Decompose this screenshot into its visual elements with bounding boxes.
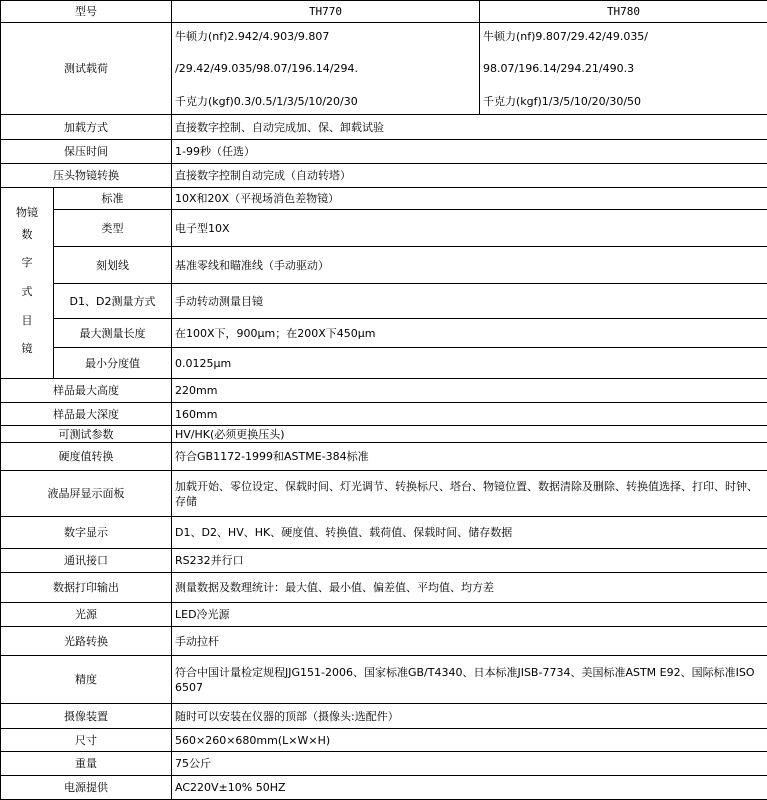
objective-sub-label: 标准 xyxy=(54,188,172,210)
eyepiece-value: 基准零线和瞄准线（手动驱动） xyxy=(172,247,767,284)
eyepiece-char: 目 xyxy=(4,313,50,328)
load-values-a xyxy=(172,23,480,115)
spec-value: D1、D2、HV、HK、硬度值、转换值、载荷值、保载时间、储存数据 xyxy=(172,517,767,549)
spec-value: AC220V±10% 50HZ xyxy=(172,776,767,800)
spec-value: 160mm xyxy=(172,403,767,426)
spec-value: 560×260×680mm(L×W×H) xyxy=(172,729,767,752)
spec-value: LED冷光源 xyxy=(172,603,767,627)
eyepiece-row xyxy=(1,319,767,348)
eyepiece-label: 类型 xyxy=(54,210,172,247)
load-b-line-1: 牛顿力(nf)9.807/29.42/49.035/ xyxy=(483,29,764,44)
spec-row xyxy=(1,426,767,443)
load-a-line-1: 牛顿力(nf)2.942/4.903/9.807 xyxy=(175,29,476,44)
spec-value: HV/HK(必须更换压头) xyxy=(172,426,767,443)
spec-value: 随时可以安装在仪器的顶部（摄像头:选配件） xyxy=(172,704,767,729)
spec-label: 样品最大深度 xyxy=(1,403,172,426)
spec-value: 直接数字控制、自动完成加、保、卸载试验 xyxy=(172,115,767,140)
spec-value: 符合中国计量检定规程JJG151-2006、国家标准GB/T4340、日本标准JISB-7734、美国标准ASTM E92、国际标准ISO 6507 xyxy=(172,656,767,704)
eyepiece-label: 最大测量长度 xyxy=(54,319,172,348)
spec-label: 加载方式 xyxy=(1,115,172,140)
eyepiece-label: 刻划线 xyxy=(54,247,172,284)
load-label: 测试载荷 xyxy=(1,23,172,115)
load-a-line-3: 千克力(kgf)0.3/0.5/1/3/5/10/20/30 xyxy=(175,94,476,109)
spec-row xyxy=(1,549,767,573)
spec-row xyxy=(1,776,767,800)
eyepiece-value: 电子型10X xyxy=(172,210,767,247)
spec-row xyxy=(1,603,767,627)
spec-value: 测量数据及数理统计：最大值、最小值、偏差值、平均值、均方差 xyxy=(172,573,767,603)
spec-label: 硬度值转换 xyxy=(1,443,172,471)
spec-label: 尺寸 xyxy=(1,729,172,752)
spec-label: 压头物镜转换 xyxy=(1,164,172,188)
spec-row xyxy=(1,403,767,426)
spec-value: 220mm xyxy=(172,379,767,403)
spec-label: 数字显示 xyxy=(1,517,172,549)
eyepiece-value: 0.0125μm xyxy=(172,348,767,379)
spec-row xyxy=(1,752,767,776)
spec-label: 样品最大高度 xyxy=(1,379,172,403)
spec-label: 数据打印输出 xyxy=(1,573,172,603)
eyepiece-row xyxy=(1,210,767,247)
header-row xyxy=(1,1,767,23)
spec-row xyxy=(1,627,767,656)
spec-label: 保压时间 xyxy=(1,140,172,164)
model-b-header: TH780 xyxy=(480,1,767,23)
spec-row xyxy=(1,573,767,603)
eyepiece-row xyxy=(1,348,767,379)
load-b-line-3: 千克力(kgf)1/3/5/10/20/30/50 xyxy=(483,94,764,109)
spec-label: 摄像装置 xyxy=(1,704,172,729)
eyepiece-value: 在100X下，900μm；在200X下450μm xyxy=(172,319,767,348)
spec-row xyxy=(1,164,767,188)
spec-label: 光源 xyxy=(1,603,172,627)
spec-row xyxy=(1,471,767,517)
eyepiece-value: 手动转动测量目镜 xyxy=(172,284,767,319)
eyepiece-char: 字 xyxy=(4,255,50,270)
eyepiece-row xyxy=(1,284,767,319)
eyepiece-label: 最小分度值 xyxy=(54,348,172,379)
load-a-line-2: /29.42/49.035/98.07/196.14/294. xyxy=(175,61,476,76)
load-row xyxy=(1,23,767,115)
objective-label: 物镜 xyxy=(4,205,50,220)
spec-label: 电源提供 xyxy=(1,776,172,800)
objective-row xyxy=(1,188,767,210)
spec-row xyxy=(1,656,767,704)
model-header-label: 型号 xyxy=(1,1,172,23)
spec-value: 75公斤 xyxy=(172,752,767,776)
spec-row xyxy=(1,115,767,140)
spec-label: 通讯接口 xyxy=(1,549,172,573)
eyepiece-label: D1、D2测量方式 xyxy=(54,284,172,319)
eyepiece-char: 式 xyxy=(4,284,50,299)
spec-label: 重量 xyxy=(1,752,172,776)
eyepiece-row xyxy=(1,247,767,284)
spec-label: 可测试参数 xyxy=(1,426,172,443)
objective-eyepiece-group-label xyxy=(1,188,54,379)
spec-value: 符合GB1172-1999和ASTME-384标准 xyxy=(172,443,767,471)
spec-label: 光路转换 xyxy=(1,627,172,656)
spec-value: 直接数字控制自动完成（自动转塔） xyxy=(172,164,767,188)
load-values-b xyxy=(480,23,767,115)
spec-value: RS232并行口 xyxy=(172,549,767,573)
spec-row xyxy=(1,517,767,549)
eyepiece-char: 数 xyxy=(4,227,50,242)
model-a-header: TH770 xyxy=(172,1,480,23)
eyepiece-char: 镜 xyxy=(4,341,50,356)
load-b-line-2: 98.07/196.14/294.21/490.3 xyxy=(483,61,764,76)
spec-value: 手动拉杆 xyxy=(172,627,767,656)
spec-value: 加载开始、零位设定、保载时间、灯光调节、转换标尺、塔台、物镜位置、数据清除及删除、转换值选择、打印、时钟、存储 xyxy=(172,471,767,517)
spec-label: 液晶屏显示面板 xyxy=(1,471,172,517)
spec-row xyxy=(1,443,767,471)
spec-row xyxy=(1,729,767,752)
spec-row xyxy=(1,140,767,164)
spec-row xyxy=(1,704,767,729)
spec-value: 1-99秒（任选） xyxy=(172,140,767,164)
spec-label: 精度 xyxy=(1,656,172,704)
spec-row xyxy=(1,379,767,403)
objective-value: 10X和20X（平视场消色差物镜） xyxy=(172,188,767,210)
